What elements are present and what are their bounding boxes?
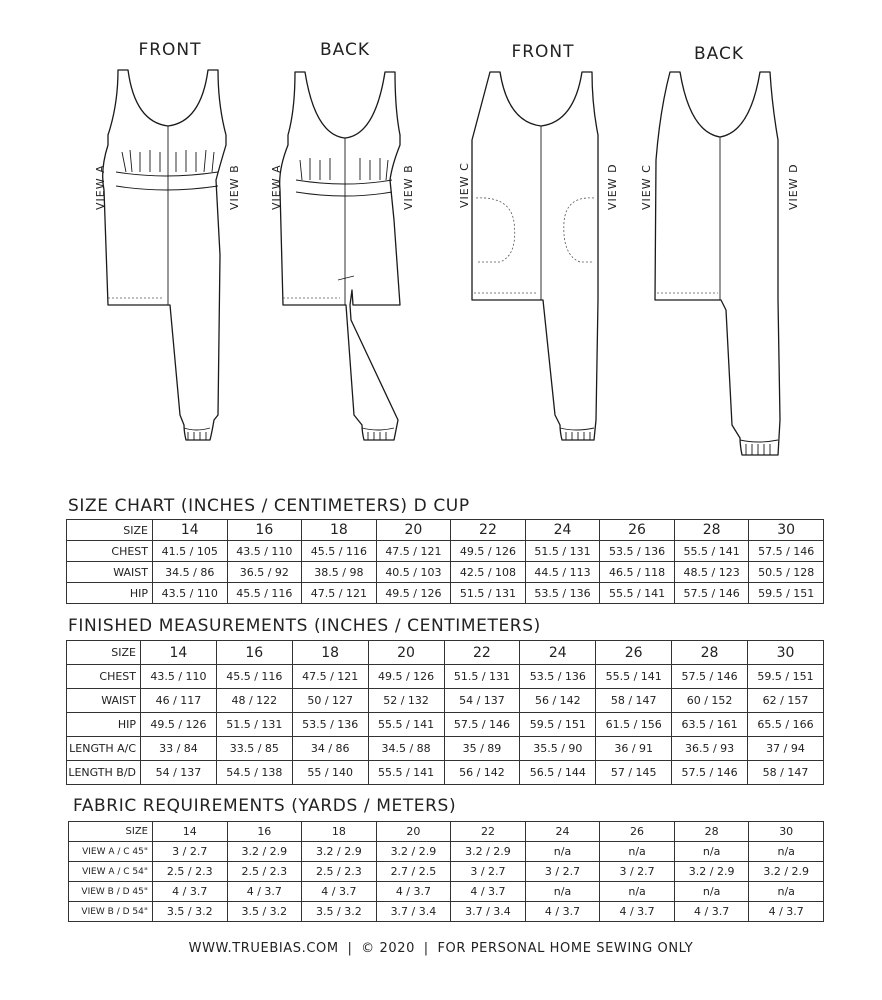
table-cell: 53.5 / 136 bbox=[292, 713, 368, 737]
table-cell: n/a bbox=[674, 842, 749, 862]
size-cell: 20 bbox=[368, 641, 444, 665]
table-cell: 43.5 / 110 bbox=[141, 665, 217, 689]
table-cell: 38.5 / 98 bbox=[302, 562, 377, 583]
size-header: SIZE bbox=[67, 520, 153, 541]
table-cell: 4 / 3.7 bbox=[376, 882, 451, 902]
size-cell: 14 bbox=[153, 822, 228, 842]
table-row bbox=[67, 583, 824, 604]
row-label: VIEW B / D 45" bbox=[69, 882, 153, 902]
size-header: SIZE bbox=[69, 822, 153, 842]
table-cell: 2.7 / 2.5 bbox=[376, 862, 451, 882]
table-cell: 58 / 147 bbox=[596, 689, 672, 713]
size-cell: 22 bbox=[451, 822, 526, 842]
table-cell: 57.5 / 146 bbox=[444, 713, 520, 737]
table-cell: 52 / 132 bbox=[368, 689, 444, 713]
table-cell: n/a bbox=[749, 842, 824, 862]
table-cell: 3.2 / 2.9 bbox=[302, 842, 377, 862]
table-cell: 55.5 / 141 bbox=[368, 713, 444, 737]
table-cell: 43.5 / 110 bbox=[153, 583, 228, 604]
size-cell: 20 bbox=[376, 822, 451, 842]
table-cell: 37 / 94 bbox=[748, 737, 824, 761]
table-cell: 35.5 / 90 bbox=[520, 737, 596, 761]
table-cell: 4 / 3.7 bbox=[600, 902, 675, 922]
size-cell: 22 bbox=[451, 520, 526, 541]
table-cell: 47.5 / 121 bbox=[302, 583, 377, 604]
row-label: LENGTH A/C bbox=[67, 737, 141, 761]
table-row bbox=[67, 665, 824, 689]
table-cell: 48.5 / 123 bbox=[674, 562, 749, 583]
table-cell: 3.5 / 3.2 bbox=[227, 902, 302, 922]
table-cell: 40.5 / 103 bbox=[376, 562, 451, 583]
table-cell: 49.5 / 126 bbox=[141, 713, 217, 737]
footer bbox=[0, 941, 882, 956]
table-cell: 45.5 / 116 bbox=[216, 665, 292, 689]
table-cell: 49.5 / 126 bbox=[451, 541, 526, 562]
table-cell: 57.5 / 146 bbox=[749, 541, 824, 562]
table-row bbox=[67, 562, 824, 583]
illustration-heading: FRONT bbox=[511, 42, 575, 62]
table-cell: 4 / 3.7 bbox=[153, 882, 228, 902]
row-label: CHEST bbox=[67, 665, 141, 689]
table-cell: 36.5 / 93 bbox=[672, 737, 748, 761]
finished-measurements-title: FINISHED MEASUREMENTS (INCHES / CENTIMETERS) bbox=[68, 616, 541, 636]
size-cell: 30 bbox=[749, 822, 824, 842]
size-header: SIZE bbox=[67, 641, 141, 665]
table-cell: 4 / 3.7 bbox=[674, 902, 749, 922]
table-cell: 2.5 / 2.3 bbox=[302, 862, 377, 882]
table-cell: 35 / 89 bbox=[444, 737, 520, 761]
size-cell: 30 bbox=[748, 641, 824, 665]
table-cell: 3 / 2.7 bbox=[525, 862, 600, 882]
table-cell: 46 / 117 bbox=[141, 689, 217, 713]
table-cell: 49.5 / 126 bbox=[376, 583, 451, 604]
size-cell: 30 bbox=[749, 520, 824, 541]
table-cell: 3.2 / 2.9 bbox=[376, 842, 451, 862]
table-cell: 57.5 / 146 bbox=[674, 583, 749, 604]
table-cell: 61.5 / 156 bbox=[596, 713, 672, 737]
size-cell: 14 bbox=[153, 520, 228, 541]
back-view-cd-figure bbox=[640, 72, 800, 455]
size-cell: 18 bbox=[302, 822, 377, 842]
table-cell: 59.5 / 151 bbox=[748, 665, 824, 689]
table-row bbox=[69, 902, 824, 922]
table-cell: 44.5 / 113 bbox=[525, 562, 600, 583]
table-row bbox=[69, 862, 824, 882]
table-cell: 33.5 / 85 bbox=[216, 737, 292, 761]
table-cell: 3.7 / 3.4 bbox=[451, 902, 526, 922]
table-cell: 51.5 / 131 bbox=[525, 541, 600, 562]
table-cell: 57.5 / 146 bbox=[672, 665, 748, 689]
back-view-ab-figure bbox=[270, 72, 415, 440]
table-cell: 53.5 / 136 bbox=[520, 665, 596, 689]
table-row bbox=[67, 541, 824, 562]
table-cell: 4 / 3.7 bbox=[525, 902, 600, 922]
table-cell: 54 / 137 bbox=[141, 761, 217, 785]
size-chart-title: SIZE CHART (INCHES / CENTIMETERS) D CUP bbox=[68, 496, 470, 516]
row-label: LENGTH B/D bbox=[67, 761, 141, 785]
table-cell: 4 / 3.7 bbox=[451, 882, 526, 902]
copyright-text: © 2020 bbox=[361, 941, 415, 956]
table-cell: 34 / 86 bbox=[292, 737, 368, 761]
table-cell: 55.5 / 141 bbox=[596, 665, 672, 689]
table-cell: 46.5 / 118 bbox=[600, 562, 675, 583]
table-cell: 48 / 122 bbox=[216, 689, 292, 713]
table-cell: 54 / 137 bbox=[444, 689, 520, 713]
table-row bbox=[67, 737, 824, 761]
row-label: VIEW A / C 45" bbox=[69, 842, 153, 862]
table-cell: 53.5 / 136 bbox=[600, 541, 675, 562]
table-cell: 55.5 / 141 bbox=[674, 541, 749, 562]
table-cell: 56 / 142 bbox=[520, 689, 596, 713]
table-cell: 65.5 / 166 bbox=[748, 713, 824, 737]
table-cell: 55.5 / 141 bbox=[600, 583, 675, 604]
size-cell: 16 bbox=[227, 822, 302, 842]
row-label: CHEST bbox=[67, 541, 153, 562]
table-header-row bbox=[67, 641, 824, 665]
table-cell: 56 / 142 bbox=[444, 761, 520, 785]
table-cell: 59.5 / 151 bbox=[749, 583, 824, 604]
table-cell: 3.2 / 2.9 bbox=[451, 842, 526, 862]
size-cell: 16 bbox=[216, 641, 292, 665]
size-cell: 26 bbox=[596, 641, 672, 665]
size-chart-table bbox=[66, 519, 824, 604]
size-cell: 18 bbox=[302, 520, 377, 541]
view-label-left: VIEW C bbox=[458, 162, 471, 208]
table-cell: 54.5 / 138 bbox=[216, 761, 292, 785]
view-label-right: VIEW B bbox=[402, 164, 415, 210]
table-cell: n/a bbox=[600, 882, 675, 902]
table-cell: 43.5 / 110 bbox=[227, 541, 302, 562]
table-cell: 3.5 / 3.2 bbox=[302, 902, 377, 922]
row-label: HIP bbox=[67, 713, 141, 737]
table-cell: 62 / 157 bbox=[748, 689, 824, 713]
view-label-right: VIEW D bbox=[787, 163, 800, 210]
table-cell: 34.5 / 88 bbox=[368, 737, 444, 761]
table-cell: 4 / 3.7 bbox=[749, 902, 824, 922]
view-label-left: VIEW A bbox=[94, 164, 107, 210]
table-cell: 55 / 140 bbox=[292, 761, 368, 785]
table-cell: 3.2 / 2.9 bbox=[227, 842, 302, 862]
size-cell: 22 bbox=[444, 641, 520, 665]
table-cell: 3 / 2.7 bbox=[451, 862, 526, 882]
table-cell: 50.5 / 128 bbox=[749, 562, 824, 583]
garment-illustrations bbox=[0, 0, 882, 480]
table-cell: 57 / 145 bbox=[596, 761, 672, 785]
table-cell: 2.5 / 2.3 bbox=[153, 862, 228, 882]
size-cell: 24 bbox=[520, 641, 596, 665]
table-cell: 56.5 / 144 bbox=[520, 761, 596, 785]
table-row bbox=[69, 842, 824, 862]
footer-separator: | bbox=[423, 941, 429, 956]
size-cell: 28 bbox=[674, 520, 749, 541]
view-label-left: VIEW A bbox=[270, 164, 283, 210]
table-row bbox=[69, 882, 824, 902]
size-cell: 28 bbox=[674, 822, 749, 842]
table-cell: 58 / 147 bbox=[748, 761, 824, 785]
size-cell: 20 bbox=[376, 520, 451, 541]
size-cell: 24 bbox=[525, 822, 600, 842]
table-header-row bbox=[67, 520, 824, 541]
illustration-heading: BACK bbox=[693, 44, 745, 64]
table-cell: 3 / 2.7 bbox=[600, 862, 675, 882]
website-link[interactable]: WWW.TRUEBIAS.COM bbox=[188, 941, 339, 956]
usage-notice: FOR PERSONAL HOME SEWING ONLY bbox=[437, 941, 694, 956]
table-cell: 47.5 / 121 bbox=[376, 541, 451, 562]
table-cell: n/a bbox=[600, 842, 675, 862]
row-label: VIEW B / D 54" bbox=[69, 902, 153, 922]
table-row bbox=[67, 689, 824, 713]
table-header-row bbox=[69, 822, 824, 842]
table-cell: 41.5 / 105 bbox=[153, 541, 228, 562]
table-cell: 3.7 / 3.4 bbox=[376, 902, 451, 922]
table-cell: 59.5 / 151 bbox=[520, 713, 596, 737]
view-label-right: VIEW D bbox=[606, 163, 619, 210]
table-cell: 51.5 / 131 bbox=[216, 713, 292, 737]
table-cell: 51.5 / 131 bbox=[444, 665, 520, 689]
table-cell: 51.5 / 131 bbox=[451, 583, 526, 604]
table-cell: n/a bbox=[749, 882, 824, 902]
size-cell: 16 bbox=[227, 520, 302, 541]
table-cell: 3.2 / 2.9 bbox=[674, 862, 749, 882]
table-row bbox=[67, 761, 824, 785]
view-label-right: VIEW B bbox=[228, 164, 241, 210]
table-row bbox=[67, 713, 824, 737]
row-label: WAIST bbox=[67, 562, 153, 583]
table-cell: 3.5 / 3.2 bbox=[153, 902, 228, 922]
row-label: WAIST bbox=[67, 689, 141, 713]
table-cell: n/a bbox=[674, 882, 749, 902]
table-cell: 4 / 3.7 bbox=[227, 882, 302, 902]
table-cell: 42.5 / 108 bbox=[451, 562, 526, 583]
table-cell: n/a bbox=[525, 882, 600, 902]
table-cell: 55.5 / 141 bbox=[368, 761, 444, 785]
table-cell: 2.5 / 2.3 bbox=[227, 862, 302, 882]
table-cell: 50 / 127 bbox=[292, 689, 368, 713]
table-cell: 3 / 2.7 bbox=[153, 842, 228, 862]
table-cell: 47.5 / 121 bbox=[292, 665, 368, 689]
table-cell: 49.5 / 126 bbox=[368, 665, 444, 689]
table-cell: n/a bbox=[525, 842, 600, 862]
fabric-requirements-table bbox=[68, 821, 824, 922]
table-cell: 4 / 3.7 bbox=[302, 882, 377, 902]
illustration-heading: FRONT bbox=[138, 40, 202, 60]
size-cell: 26 bbox=[600, 520, 675, 541]
table-cell: 3.2 / 2.9 bbox=[749, 862, 824, 882]
illustration-heading: BACK bbox=[319, 40, 371, 60]
row-label: HIP bbox=[67, 583, 153, 604]
table-cell: 45.5 / 116 bbox=[302, 541, 377, 562]
table-cell: 45.5 / 116 bbox=[227, 583, 302, 604]
front-view-ab-figure bbox=[94, 70, 241, 440]
table-cell: 63.5 / 161 bbox=[672, 713, 748, 737]
table-cell: 57.5 / 146 bbox=[672, 761, 748, 785]
size-cell: 14 bbox=[141, 641, 217, 665]
table-cell: 36.5 / 92 bbox=[227, 562, 302, 583]
footer-separator: | bbox=[347, 941, 353, 956]
front-view-cd-figure bbox=[458, 72, 619, 440]
size-cell: 26 bbox=[600, 822, 675, 842]
table-cell: 36 / 91 bbox=[596, 737, 672, 761]
table-cell: 60 / 152 bbox=[672, 689, 748, 713]
size-cell: 18 bbox=[292, 641, 368, 665]
view-label-left: VIEW C bbox=[640, 164, 653, 210]
table-cell: 33 / 84 bbox=[141, 737, 217, 761]
table-cell: 53.5 / 136 bbox=[525, 583, 600, 604]
size-cell: 24 bbox=[525, 520, 600, 541]
row-label: VIEW A / C 54" bbox=[69, 862, 153, 882]
fabric-requirements-title: FABRIC REQUIREMENTS (YARDS / METERS) bbox=[73, 796, 457, 816]
finished-measurements-table bbox=[66, 640, 824, 785]
table-cell: 34.5 / 86 bbox=[153, 562, 228, 583]
size-cell: 28 bbox=[672, 641, 748, 665]
